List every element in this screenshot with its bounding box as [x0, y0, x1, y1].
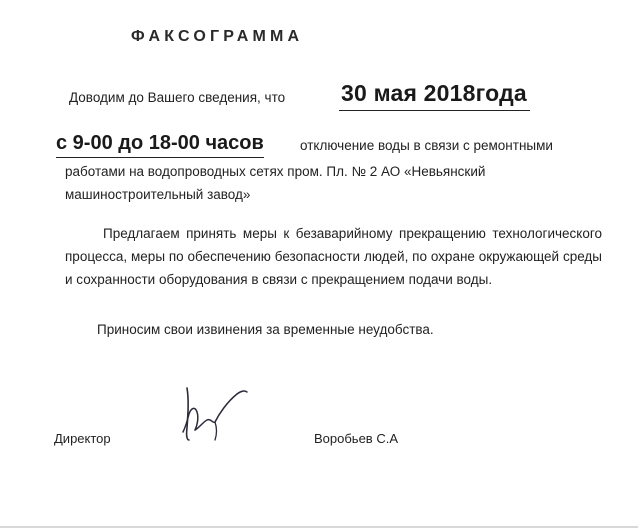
date-underline	[339, 80, 530, 111]
handwritten-signature	[175, 370, 255, 450]
outage-line-2: работами на водопроводных сетях пром. Пл. № 2 АО «Невьянский	[65, 164, 486, 179]
document-title: ФАКСОГРАММА	[131, 28, 304, 45]
outage-line-3: машиностроительный завод»	[65, 187, 251, 202]
notice-text: Доводим до Вашего сведения, что	[69, 90, 286, 105]
proposal-paragraph: Предлагаем принять меры к безаварийному прекращению технологического процесса, меры по обеспечению безопасности людей, по охране окружающей среды и сохранности оборудования в связи с прекращением подачи воды.	[65, 226, 602, 288]
apology-text: Приносим свои извинения за временные неудобства.	[97, 322, 434, 337]
signer-name: Воробьев С.А	[314, 431, 398, 446]
outage-line-1: отключение воды в связи с ремонтными	[300, 138, 553, 153]
scan-edge	[0, 526, 638, 528]
outage-date: 30 мая 2018года	[341, 80, 527, 106]
signer-position: Директор	[54, 431, 111, 446]
outage-time: с 9-00 до 18-00 часов	[56, 132, 264, 154]
time-underline	[56, 131, 264, 158]
